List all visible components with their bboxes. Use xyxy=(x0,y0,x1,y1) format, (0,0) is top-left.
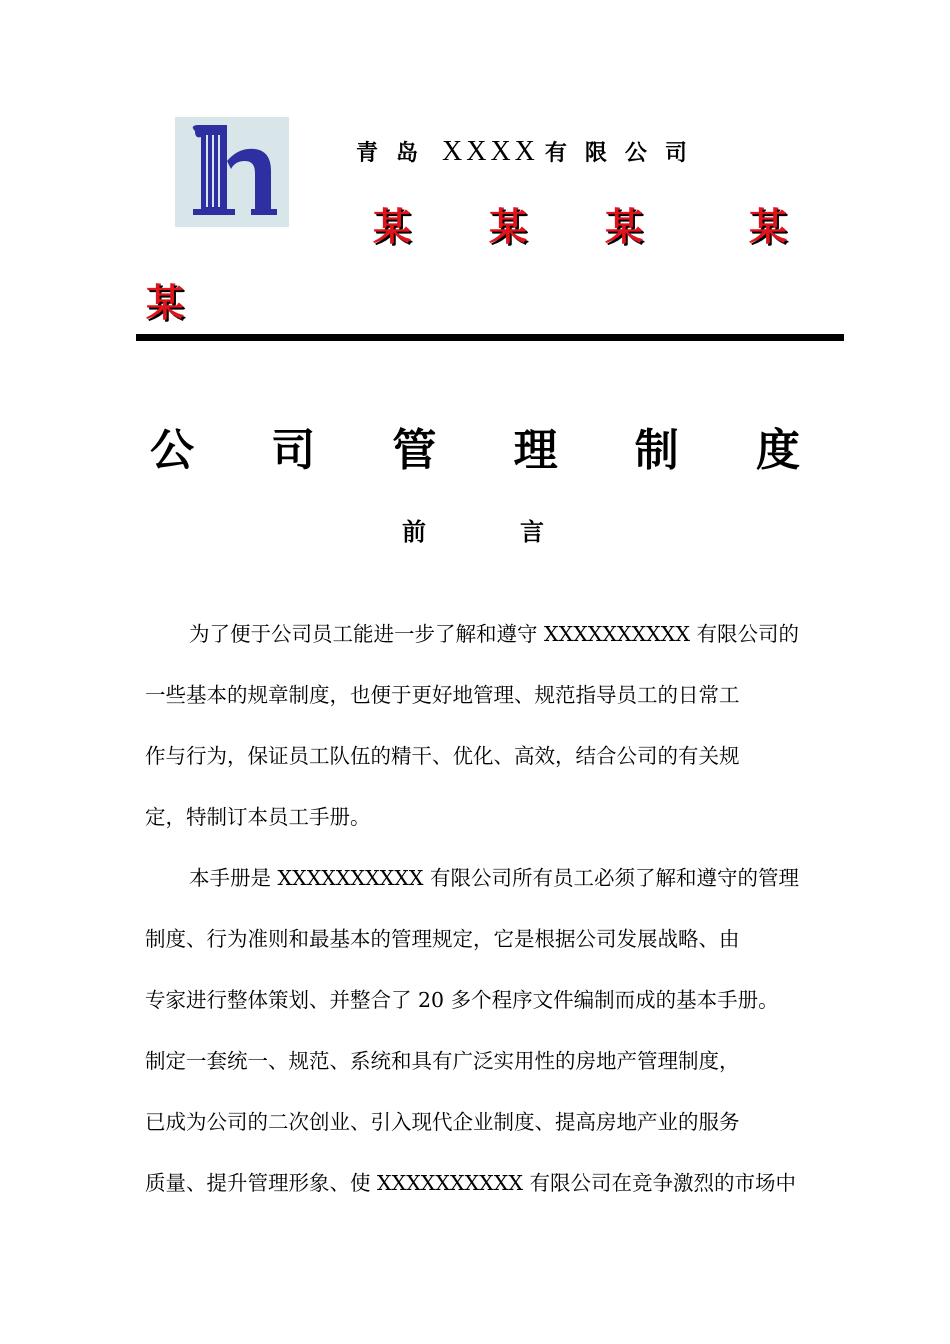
title-char: 度 xyxy=(755,425,800,476)
company-name-pre: 青岛 xyxy=(356,141,437,166)
title-char: 公 xyxy=(150,425,194,476)
title-char: 制 xyxy=(634,425,679,476)
body-line: 本手册是 XXXXXXXXXX 有限公司所有员工必须了解和遵守的管理 xyxy=(189,866,799,890)
body-line: 已成为公司的二次创业、引入现代企业制度、提高房地产业的服务 xyxy=(145,1110,740,1134)
body-line: 制定一套统一、规范、系统和具有广泛实用性的房地产管理制度， xyxy=(145,1049,740,1073)
body-line: 定，特制订本员工手册。 xyxy=(145,805,371,829)
red-char-3: 某 xyxy=(605,205,644,249)
document-title xyxy=(150,414,800,478)
title-char: 理 xyxy=(513,425,558,476)
body-line: 质量、提升管理形象、使 XXXXXXXXXX 有限公司在竞争激烈的市场中 xyxy=(145,1171,796,1195)
title-char: 管 xyxy=(392,425,437,476)
section-heading-preface xyxy=(402,512,544,547)
red-char-4: 某 xyxy=(749,205,788,249)
body-line: 制度、行为准则和最基本的管理规定，它是根据公司发展战略、由 xyxy=(145,927,740,951)
red-char-last: 某 xyxy=(146,281,185,325)
red-char-1: 某 xyxy=(373,205,412,249)
red-char-2: 某 xyxy=(489,205,528,249)
company-name-latin: XXXX xyxy=(442,136,539,167)
subtitle-char: 言 xyxy=(520,518,544,546)
company-name-post: 有限公司 xyxy=(544,141,705,166)
preface-body xyxy=(145,604,835,1214)
company-logo xyxy=(175,117,289,227)
body-line: 作与行为，保证员工队伍的精干、优化、高效，结合公司的有关规 xyxy=(145,744,740,768)
subtitle-char: 前 xyxy=(402,518,426,546)
body-line: 专家进行整体策划、并整合了 20 多个程序文件编制而成的基本手册。 xyxy=(145,988,779,1012)
company-name xyxy=(356,136,796,168)
body-line: 为了便于公司员工能进一步了解和遵守 XXXXXXXXXX 有限公司的 xyxy=(189,622,799,646)
title-char: 司 xyxy=(271,425,316,476)
header-divider xyxy=(136,334,844,341)
body-line: 一些基本的规章制度，也便于更好地管理、规范指导员工的日常工 xyxy=(145,683,740,707)
